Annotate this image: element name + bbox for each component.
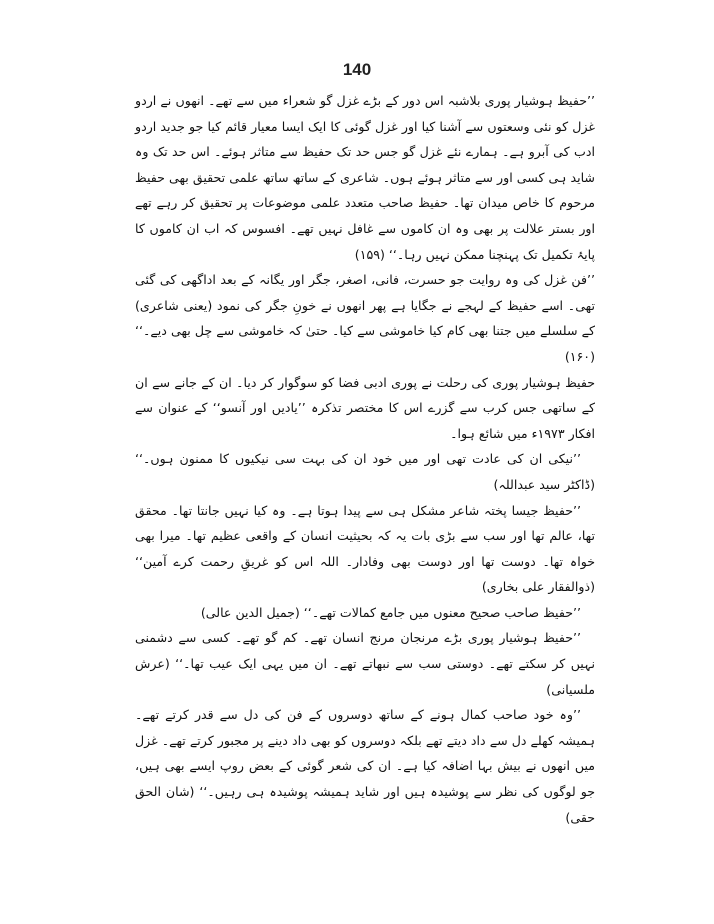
urdu-text-body: [135, 88, 595, 830]
paragraph-1: ’’حفیظ ہوشیار پوری بلاشبہ اس دور کے بڑے غزل گو شعراء میں سے تھے۔ انھوں نے اردو غزل کو نئی وسعتوں سے آشنا کیا اور غزل گوئی کا ایک ایسا معیار قائم کیا جو جدید اردو ادب کی آبرو ہے۔ ہمارے نئے غزل گو جس حد تک حفیظ سے متاثر ہوئے۔ اس حد تک وہ شاید ہی کسی اور سے متاثر ہوئے ہوں۔ شاعری کے ساتھ ساتھ علمی تحقیق بھی حفیظ مرحوم کا خاص میدان تھا۔ حفیظ صاحب متعدد علمی موضوعات پر تحقیق کر رہے تھے اور بستر علالت پر بھی وہ ان کاموں سے غافل نہیں تھے۔ افسوس کہ اب ان کاموں کا پایۂ تکمیل تک پہنچنا ممکن نہیں رہا۔‘‘ (۱۵۹): [135, 93, 595, 262]
quote-zulfiqar-ali-bukhari: ’’حفیظ جیسا پختہ شاعر مشکل ہی سے پیدا ہوتا ہے۔ وہ کیا نہیں جانتا تھا۔ محقق تھا، عالم تھا اور سب سے بڑی بات یہ کہ بحیثیت انسان کے واقعی عظیم تھا۔ میرا بھی خواہ تھا۔ دوست تھا اور دوست بھی وفادار۔ اللہ اس کو غریقِ رحمت کرے آمین‘‘ (ذوالفقار علی بخاری): [135, 502, 595, 595]
quote-syed-abdullah: ’’نیکی ان کی عادت تھی اور میں خود ان کی بہت سی نیکیوں کا ممنون ہوں۔‘‘ (ڈاکٹر سید عبداللہ): [135, 451, 595, 492]
quote-shan-ul-haq-haqqi: ’’وہ خود صاحب کمال ہونے کے ساتھ دوسروں کے فن کی دل سے قدر کرتے تھے۔ ہمیشہ کھلے دل سے داد دیتے تھے بلکہ دوسروں کو بھی داد دینے پر مجبور کرتے تھے۔ غزل میں انھوں نے بیش بہا اضافہ کیا ہے۔ ان کی شعر گوئی کے بعض روپ ایسے بھی ہیں، جو لوگوں کی نظر سے پوشیدہ ہیں اور شاید ہمیشہ پوشیدہ ہی رہیں۔‘‘ (شان الحق حقی): [135, 707, 595, 825]
paragraph-3: حفیظ ہوشیار پوری کی رحلت نے پوری ادبی فضا کو سوگوار کر دیا۔ ان کے جانے سے ان کے ساتھی جس کرب سے گزرے اس کا مختصر تذکرہ ’’یادیں اور آنسو‘‘ کے عنوان سے افکار ۱۹۷۳ء میں شائع ہوا۔: [135, 374, 595, 441]
quote-arsh-malsiani: ’’حفیظ ہوشیار پوری بڑے مرنجان مرنج انسان تھے۔ کم گو تھے۔ کسی سے دشمنی نہیں کر سکتے تھے۔ دوستی سب سے نبھاتے تھے۔ ان میں یہی ایک عیب تھا۔‘‘ (عرش ملسیانی): [135, 630, 595, 697]
paragraph-2: ’’فن غزل کی وہ روایت جو حسرت، فانی، اصغر، جگر اور یگانہ کے بعد اداگھی کی گئی تھی۔ اسے حفیظ کے لہجے نے جگایا ہے پھر انھوں نے خونِ جگر کی نمود (یعنی شاعری) کے سلسلے میں جتنا بھی کام کیا خاموشی سے کیا۔ حتیٰ کہ خاموشی سے چل بھی دیے۔‘‘ (۱۶۰): [135, 272, 595, 364]
page-number: 140: [342, 60, 372, 79]
quote-jamiluddin-aali: ’’حفیظ صاحب صحیح معنوں میں جامع کمالات تھے۔‘‘ (جمیل الدین عالی): [200, 604, 581, 620]
